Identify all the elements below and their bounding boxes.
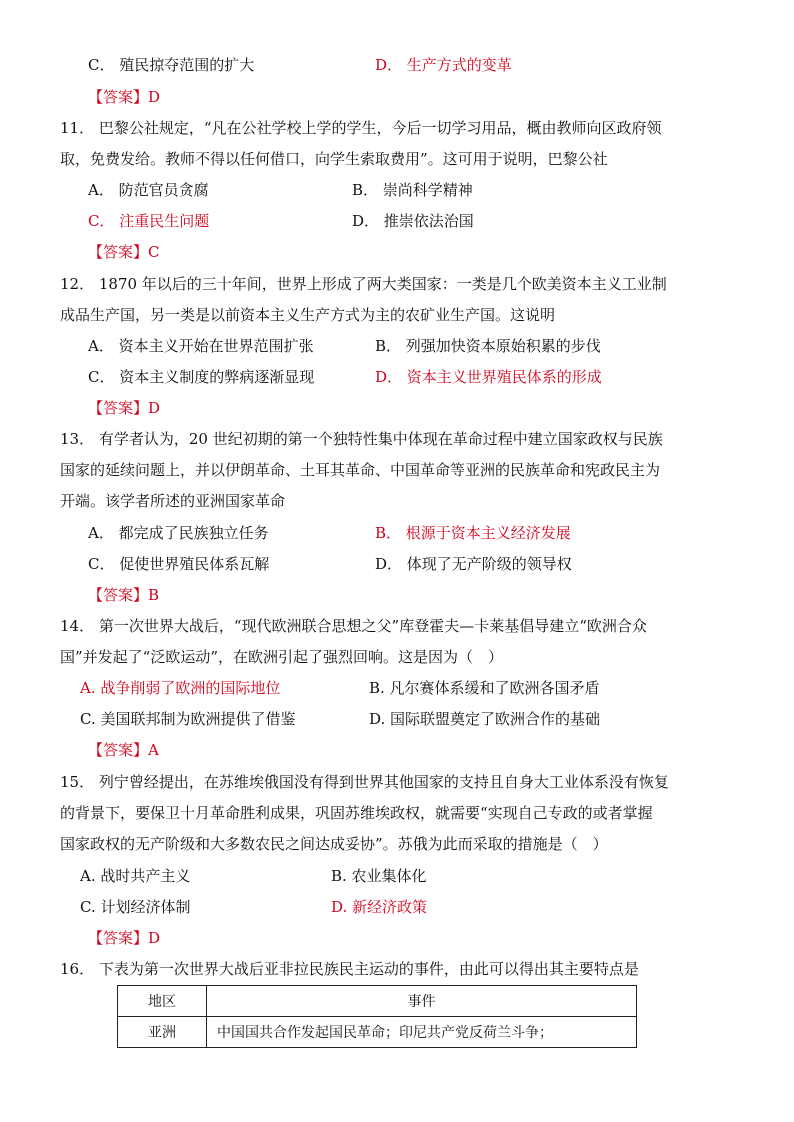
q14-answer: 【答案】A — [88, 741, 159, 759]
q16-events-table — [117, 985, 637, 1048]
q15-stem-line2: 的背景下，要保卫十月革命胜利成果，巩固苏维埃政权，就需要“实现自己专政的或者掌握 — [60, 804, 653, 822]
q11-stem-line2: 取，免费发给。教师不得以任何借口，向学生索取费用”。这可用于说明，巴黎公社 — [60, 150, 608, 168]
q14-stem-line1: 14． 第一次世界大战后，“现代欧洲联合思想之父”库登霍夫—卡莱基倡导建立“欧洲合众 — [60, 617, 647, 635]
table-header-region: 地区 — [118, 986, 207, 1017]
q15-option-c: C. 计划经济体制 — [80, 898, 191, 916]
q13-answer: 【答案】B — [88, 586, 160, 604]
q12-option-c: C． 资本主义制度的弊病逐渐显现 — [88, 368, 315, 386]
q13-stem-line3: 开端。该学者所述的亚洲国家革命 — [60, 492, 286, 510]
q11-answer: 【答案】C — [88, 243, 160, 261]
q16-stem-line1: 16． 下表为第一次世界大战后亚非拉民族民主运动的事件，由此可以得出其主要特点是 — [60, 960, 639, 978]
q13-option-d: D． 体现了无产阶级的领导权 — [375, 555, 572, 573]
q14-option-a: A. 战争削弱了欧洲的国际地位 — [80, 679, 281, 697]
q14-option-b: B. 凡尔赛体系缓和了欧洲各国矛盾 — [369, 679, 600, 697]
q15-answer: 【答案】D — [88, 929, 161, 947]
q10-answer: 【答案】D — [88, 88, 161, 106]
q11-stem-line1: 11． 巴黎公社规定，“凡在公社学校上学的学生，今后一切学习用品，概由教师向区政府领 — [60, 119, 662, 137]
q14-option-c: C. 美国联邦制为欧洲提供了借鉴 — [80, 710, 296, 728]
q15-option-b: B. 农业集体化 — [331, 867, 427, 885]
table-header-row — [118, 986, 637, 1017]
q13-stem-line2: 国家的延续问题上，并以伊朗革命、土耳其革命、中国革命等亚洲的民族革命和宪政民主为 — [60, 461, 661, 479]
q12-answer: 【答案】D — [88, 399, 161, 417]
q11-option-d: D． 推崇依法治国 — [352, 212, 474, 230]
q10-option-d: D． 生产方式的变革 — [375, 56, 512, 74]
table-cell-event: 中国国共合作发起国民革命；印尼共产党反荷兰斗争； — [207, 1017, 637, 1048]
q12-option-d: D． 资本主义世界殖民体系的形成 — [375, 368, 602, 386]
q10-option-c: C． 殖民掠夺范围的扩大 — [88, 56, 255, 74]
q12-option-b: B． 列强加快资本原始积累的步伐 — [375, 337, 601, 355]
q15-option-a: A. 战时共产主义 — [80, 867, 191, 885]
q13-stem-line1: 13． 有学者认为，20 世纪初期的第一个独特性集中体现在革命过程中建立国家政权与民族 — [60, 430, 663, 448]
q13-option-b: B． 根源于资本主义经济发展 — [375, 524, 571, 542]
q13-option-a: A． 都完成了民族独立任务 — [88, 524, 269, 542]
q13-option-c: C． 促使世界殖民体系瓦解 — [88, 555, 270, 573]
q14-option-d: D. 国际联盟奠定了欧洲合作的基础 — [369, 710, 601, 728]
q15-stem-line3: 国家政权的无产阶级和大多数农民之间达成妥协”。苏俄为此而采取的措施是（ ） — [60, 835, 608, 853]
table-cell-region: 亚洲 — [118, 1017, 207, 1048]
q15-option-d: D. 新经济政策 — [331, 898, 428, 916]
q15-stem-line1: 15． 列宁曾经提出，在苏维埃俄国没有得到世界其他国家的支持且自身大工业体系没有恢复 — [60, 773, 669, 791]
q14-stem-line2: 国”并发起了“泛欧运动”，在欧洲引起了强烈回响。这是因为（ ） — [60, 648, 504, 666]
q11-option-b: B． 崇尚科学精神 — [352, 181, 473, 199]
q11-option-a: A． 防范官员贪腐 — [88, 181, 209, 199]
table-row — [118, 1017, 637, 1048]
q11-option-c: C． 注重民生问题 — [88, 212, 210, 230]
q12-option-a: A． 资本主义开始在世界范围扩张 — [88, 337, 314, 355]
q12-stem-line2: 成品生产国，另一类是以前资本主义生产方式为主的农矿业生产国。这说明 — [60, 306, 556, 324]
q12-stem-line1: 12． 1870 年以后的三十年间，世界上形成了两大类国家：一类是几个欧美资本主义工业制 — [60, 275, 667, 293]
table-header-event: 事件 — [207, 986, 637, 1017]
